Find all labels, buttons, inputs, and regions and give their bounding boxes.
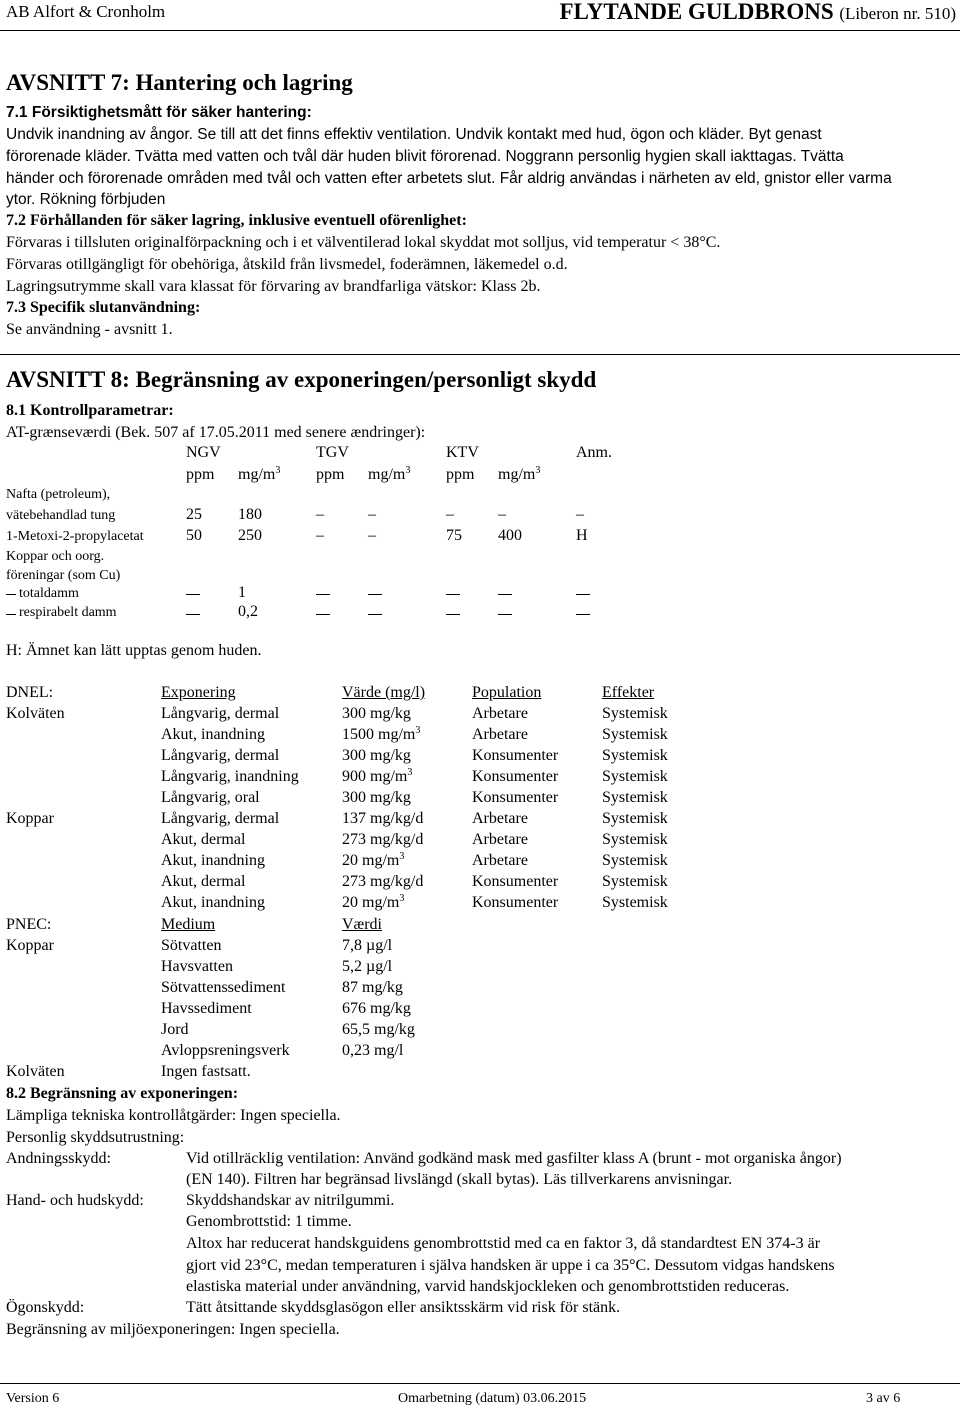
cell-value: 50	[186, 527, 202, 544]
pnec-medium: Havssediment	[161, 1000, 252, 1017]
pnec-medium: Sötvattenssediment	[161, 979, 286, 996]
unit-mg: $mg/m^3$	[498, 465, 541, 483]
dnel-header: Exponering	[161, 684, 236, 701]
dnel-label: DNEL:	[6, 684, 54, 701]
dnel-population: Arbetare	[472, 852, 528, 869]
dash-mark	[6, 614, 16, 615]
row-label: föreningar (som Cu)	[6, 568, 121, 583]
dnel-header: Effekter	[602, 684, 655, 701]
dash-mark	[368, 594, 382, 595]
unit-ppm: ppm	[186, 466, 215, 483]
cell-value: 1	[238, 584, 246, 601]
pnec-substance: Koppar	[6, 937, 54, 954]
dnel-value: 300 mg/kg	[342, 705, 411, 722]
dnel-exposure: Långvarig, dermal	[161, 747, 280, 764]
footer-version: Version 6	[6, 1391, 60, 1406]
dash-mark	[446, 614, 460, 615]
col-ngv: NGV	[186, 444, 221, 461]
hand-line: elastiska material under användning, varvid handskjockleken och genombrottstiden reduceras.	[186, 1278, 790, 1295]
dnel-population: Arbetare	[472, 726, 528, 743]
pnec-header: Værdi	[342, 916, 382, 933]
dnel-population: Konsumenter	[472, 768, 559, 785]
dnel-effect: Systemisk	[602, 705, 668, 722]
cell-dash: –	[368, 506, 376, 523]
dash-mark	[368, 614, 382, 615]
product-ref: (Liberon nr. 510)	[839, 4, 956, 23]
cell-value: H	[576, 527, 588, 544]
dnel-header: Värde (mg/l)	[342, 684, 426, 701]
dnel-effect: Systemisk	[602, 810, 668, 827]
dnel-population: Konsumenter	[472, 894, 559, 911]
dash-mark	[498, 594, 512, 595]
s82-title: 8.2 Begränsning av exponeringen:	[6, 1085, 239, 1102]
dash-mark	[446, 594, 460, 595]
hand-line: Altox har reducerat handskguidens genombrottstid med ca en faktor 3, då standardtest EN 374-3 är	[186, 1235, 821, 1252]
col-tgv: TGV	[316, 444, 349, 461]
dnel-exposure: Akut, inandning	[161, 726, 265, 743]
eye-text: Tätt åtsittande skyddsglasögon eller ansiktsskärm vid risk för stänk.	[186, 1299, 621, 1316]
row-label: 1-Metoxi-2-propylacetat	[6, 529, 144, 544]
pnec-medium: Sötvatten	[161, 937, 222, 954]
dnel-population: Konsumenter	[472, 873, 559, 890]
hand-line: Genombrottstid: 1 timme.	[186, 1213, 352, 1230]
pnec-value: 0,23 mg/l	[342, 1042, 404, 1059]
pnec-header: Medium	[161, 916, 216, 933]
pnec-value: 87 mg/kg	[342, 979, 403, 996]
dnel-effect: Systemisk	[602, 894, 668, 911]
unit-ppm: ppm	[316, 466, 345, 483]
col-ktv: KTV	[446, 444, 479, 461]
s71-line: Undvik inandning av ångor. Se till att det finns effektiv ventilation. Undvik kontakt med hud, ögon och kläder. Byt genast	[6, 126, 822, 143]
dnel-effect: Systemisk	[602, 789, 668, 806]
pnec-value: 65,5 mg/kg	[342, 1021, 415, 1038]
cell-value: 75	[446, 527, 462, 544]
dnel-exposure: Akut, dermal	[161, 873, 246, 890]
pnec-medium: Avloppsreningsverk	[161, 1042, 290, 1059]
pnec-medium: Ingen fastsatt.	[161, 1063, 251, 1080]
tech-controls: Lämpliga tekniska kontrollåtgärder: Ingen speciella.	[6, 1107, 341, 1124]
row-label: respirabelt damm	[19, 605, 117, 620]
dnel-value: 20 $mg/m^3$	[342, 851, 405, 869]
unit-mg: $mg/m^3$	[238, 465, 281, 483]
dnel-value: 273 mg/kg/d	[342, 831, 424, 848]
resp-line: (EN 140). Filtren har begränsad livslängd (skall bytas). Läs tillverkarens anvisningar.	[186, 1171, 733, 1188]
dnel-population: Konsumenter	[472, 747, 559, 764]
hand-label: Hand- och hudskydd:	[6, 1192, 144, 1209]
dash-mark	[498, 614, 512, 615]
cell-dash: –	[446, 506, 454, 523]
dash-mark	[186, 614, 200, 615]
unit-ppm: ppm	[446, 466, 475, 483]
dnel-value: 300 mg/kg	[342, 789, 411, 806]
pnec-value: 7,8 µg/l	[342, 937, 393, 954]
dash-mark	[576, 594, 590, 595]
s71-line: händer och förorenade områden med tvål och vatten efter arbetets slut. Får aldrig användas i närheten av eld, gnistor eller varma	[6, 170, 892, 187]
dash-mark	[186, 594, 200, 595]
row-label: totaldamm	[19, 586, 79, 601]
pnec-substance: Kolväten	[6, 1063, 65, 1080]
dnel-substance: Kolväten	[6, 705, 65, 722]
pnec-medium: Jord	[161, 1021, 189, 1038]
dnel-population: Arbetare	[472, 810, 528, 827]
dnel-effect: Systemisk	[602, 768, 668, 785]
dash-mark	[576, 614, 590, 615]
dnel-substance: Koppar	[6, 810, 54, 827]
resp-label: Andningsskydd:	[6, 1150, 111, 1167]
s71-line: förorenade kläder. Tvätta med vatten och tvål där huden blivit förorenad. Noggrann personlig hygien skall iakttagas. Tvätta	[6, 148, 844, 165]
s72-line: Förvaras i tillsluten originalförpackning och i et välventilerad lokal skyddat mot solljus, vid temperatur < 38°C.	[6, 234, 721, 251]
footer-revision: Omarbetning (datum) 03.06.2015	[398, 1391, 587, 1406]
cell-dash: –	[316, 506, 324, 523]
dnel-population: Konsumenter	[472, 789, 559, 806]
cell-value: 250	[238, 527, 262, 544]
row-label: Koppar och oorg.	[6, 549, 105, 564]
s71-line: ytor. Rökning förbjuden	[6, 191, 166, 208]
dnel-value: 900 $mg/m^3$	[342, 767, 413, 785]
dnel-effect: Systemisk	[602, 873, 668, 890]
section-divider	[0, 354, 960, 355]
eye-label: Ögonskydd:	[6, 1299, 85, 1316]
dnel-population: Arbetare	[472, 831, 528, 848]
dash-mark	[6, 594, 16, 595]
dnel-value: 273 mg/kg/d	[342, 873, 424, 890]
dash-mark	[316, 614, 330, 615]
pnec-medium: Havsvatten	[161, 958, 233, 975]
cell-dash: –	[576, 506, 584, 523]
dnel-value: 20 $mg/m^3$	[342, 893, 405, 911]
cell-value: 400	[498, 527, 522, 544]
dnel-exposure: Akut, dermal	[161, 831, 246, 848]
dnel-effect: Systemisk	[602, 747, 668, 764]
pnec-value: 5,2 µg/l	[342, 958, 393, 975]
footer-page: 3 av 6	[866, 1391, 901, 1406]
section8-title: AVSNITT 8: Begränsning av exponeringen/personligt skydd	[6, 367, 597, 392]
row-label: vätebehandlad tung	[6, 508, 116, 523]
hand-line: gjort vid 23°C, medan temperaturen i själva handsken är uppe i ca 35°C. Dessutom vidgas handskens	[186, 1257, 835, 1274]
pnec-label: PNEC:	[6, 916, 52, 933]
at-line: AT-grænseværdi (Bek. 507 af 17.05.2011 med senere ændringer):	[6, 424, 426, 441]
cell-dash: –	[316, 527, 324, 544]
cell-value: 0,2	[238, 603, 258, 620]
s73-title: 7.3 Specifik slutanvändning:	[6, 299, 201, 316]
dash-mark	[316, 594, 330, 595]
dnel-exposure: Långvarig, inandning	[161, 768, 299, 785]
company-name: AB Alfort & Cronholm	[6, 2, 166, 21]
cell-value: 25	[186, 506, 202, 523]
dnel-value: 137 mg/kg/d	[342, 810, 424, 827]
hand-line: Skyddshandskar av nitrilgummi.	[186, 1192, 395, 1209]
unit-mg: $mg/m^3$	[368, 465, 411, 483]
col-anm: Anm.	[576, 444, 612, 461]
s72-title: 7.2 Förhållanden för säker lagring, inklusive eventuell oförenlighet:	[6, 212, 467, 229]
section7-title: AVSNITT 7: Hantering och lagring	[6, 70, 353, 95]
dnel-exposure: Långvarig, oral	[161, 789, 260, 806]
resp-line: Vid otillräcklig ventilation: Använd godkänd mask med gasfilter klass A (brunt - mot organiska ångor)	[186, 1150, 842, 1167]
dnel-value: 300 mg/kg	[342, 747, 411, 764]
cell-value: 180	[238, 506, 262, 523]
s72-line: Förvaras otillgängligt för obehöriga, åtskild från livsmedel, foderämnen, läkemedel o.d.	[6, 256, 568, 273]
header-divider	[0, 30, 960, 31]
dnel-effect: Systemisk	[602, 852, 668, 869]
dnel-effect: Systemisk	[602, 831, 668, 848]
dnel-exposure: Långvarig, dermal	[161, 705, 280, 722]
env-text: Begränsning av miljöexponeringen: Ingen speciella.	[6, 1321, 340, 1338]
dnel-exposure: Akut, inandning	[161, 852, 265, 869]
s73-text: Se användning - avsnitt 1.	[6, 321, 173, 338]
ppe-title: Personlig skyddsutrustning:	[6, 1129, 185, 1146]
footer-divider	[0, 1383, 960, 1384]
s71-title: 7.1 Försiktighetsmått för säker hantering:	[6, 104, 312, 121]
cell-dash: –	[368, 527, 376, 544]
dnel-header: Population	[472, 684, 542, 701]
pnec-value: 676 mg/kg	[342, 1000, 411, 1017]
dnel-value: 1500 $mg/m^3$	[342, 725, 421, 743]
dnel-exposure: Långvarig, dermal	[161, 810, 280, 827]
row-label: Nafta (petroleum),	[6, 487, 111, 502]
product-title: FLYTANDE GULDBRONS (Liberon nr. 510)	[559, 0, 956, 24]
dnel-exposure: Akut, inandning	[161, 894, 265, 911]
cell-dash: –	[498, 506, 506, 523]
s81-title: 8.1 Kontrollparametrar:	[6, 402, 174, 419]
s72-line: Lagringsutrymme skall vara klassat för förvaring av brandfarliga vätskor: Klass 2b.	[6, 278, 541, 295]
h-note: H: Ämnet kan lätt upptas genom huden.	[6, 642, 262, 659]
dnel-effect: Systemisk	[602, 726, 668, 743]
dnel-population: Arbetare	[472, 705, 528, 722]
